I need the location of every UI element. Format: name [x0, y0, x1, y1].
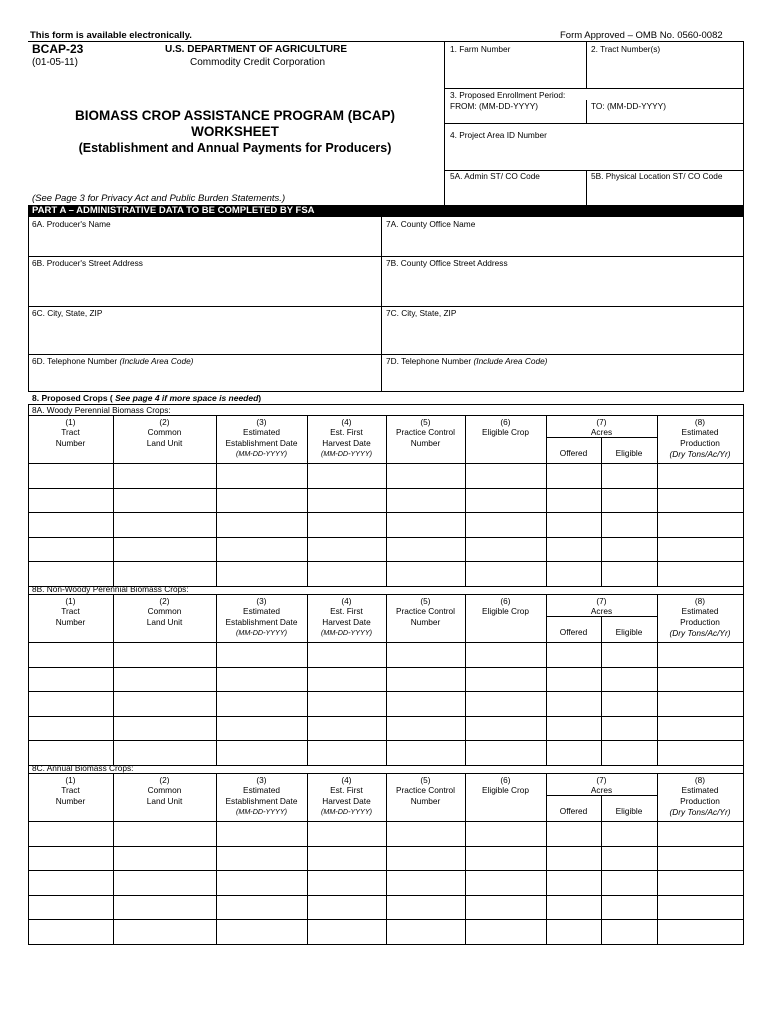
date-format-hint: (MM-DD-YYYY) — [235, 449, 288, 458]
acres-offered-header: Offered — [559, 627, 588, 637]
producer-street-field[interactable]: 6B. Producer's Street Address — [32, 258, 143, 268]
col-header-acres: (7) Acres — [590, 596, 613, 617]
col-header-first-harvest-date: (4) Est. First Harvest Date — [322, 417, 371, 448]
enrollment-from-field[interactable]: FROM: (MM-DD-YYYY) — [450, 101, 539, 111]
admin-st-co-field[interactable]: 5A. Admin ST/ CO Code — [450, 171, 540, 181]
sub-agency-name: Commodity Credit Corporation — [190, 57, 326, 68]
col-header-acres: (7) Acres — [590, 417, 613, 438]
date-format-hint: (MM-DD-YYYY) — [320, 628, 373, 637]
form-title: BIOMASS CROP ASSISTANCE PROGRAM (BCAP) — [74, 108, 396, 123]
woody-perennial-crops-label: 8A. Woody Perennial Biomass Crops: — [32, 405, 171, 415]
section-8-heading: 8. Proposed Crops ( See page 4 if more space is needed) — [32, 393, 262, 403]
col-header-common-land-unit: (2) Common Land Unit — [146, 596, 183, 627]
county-office-name-field[interactable]: 7A. County Office Name — [386, 219, 476, 229]
non-woody-perennial-crops-label: 8B. Non-Woody Perennial Biomass Crops: — [32, 584, 189, 594]
table-row[interactable] — [28, 740, 744, 741]
acres-eligible-header: Eligible — [615, 448, 643, 458]
table-row[interactable] — [28, 488, 744, 489]
col-header-acres: (7) Acres — [590, 775, 613, 796]
col-header-practice-control-number: (5) Practice Control Number — [395, 775, 456, 806]
table-row[interactable] — [28, 944, 744, 945]
table-row[interactable] — [28, 691, 744, 692]
acres-eligible-header: Eligible — [615, 627, 643, 637]
producer-phone-field[interactable]: 6D. Telephone Number (Include Area Code) — [32, 356, 194, 366]
col-header-tract-number: (1) Tract Number — [55, 775, 86, 806]
privacy-note: (See Page 3 for Privacy Act and Public Burden Statements.) — [32, 193, 286, 204]
col-header-common-land-unit: (2) Common Land Unit — [146, 775, 183, 806]
date-format-hint: (MM-DD-YYYY) — [320, 807, 373, 816]
enrollment-to-field[interactable]: TO: (MM-DD-YYYY) — [591, 101, 666, 111]
producer-name-field[interactable]: 6A. Producer's Name — [32, 219, 111, 229]
col-header-eligible-crop: (6) Eligible Crop — [481, 596, 530, 617]
producer-city-field[interactable]: 6C. City, State, ZIP — [32, 308, 103, 318]
col-header-tract-number: (1) Tract Number — [55, 596, 86, 627]
col-header-establishment-date: (3) Estimated Establishment Date — [225, 596, 298, 627]
col-header-establishment-date: (3) Estimated Establishment Date — [225, 775, 298, 806]
enrollment-period-label: 3. Proposed Enrollment Period: — [450, 90, 566, 100]
county-office-street-field[interactable]: 7B. County Office Street Address — [386, 258, 508, 268]
col-header-estimated-production: (8) Estimated Production — [680, 596, 720, 627]
omb-approval: Form Approved – OMB No. 0560-0082 — [560, 30, 723, 41]
col-header-common-land-unit: (2) Common Land Unit — [146, 417, 183, 448]
table-row[interactable] — [28, 895, 744, 896]
form-date: (01-05-11) — [32, 57, 78, 68]
col-header-estimated-production: (8) Estimated Production — [680, 417, 720, 448]
col-header-eligible-crop: (6) Eligible Crop — [481, 417, 530, 438]
date-format-hint: (MM-DD-YYYY) — [235, 628, 288, 637]
project-area-field[interactable]: 4. Project Area ID Number — [450, 130, 547, 140]
table-row[interactable] — [28, 512, 744, 513]
production-unit: (Dry Tons/Ac/Yr) — [669, 449, 731, 459]
table-row[interactable] — [28, 667, 744, 668]
table-row[interactable] — [28, 870, 744, 871]
physical-st-co-field[interactable]: 5B. Physical Location ST/ CO Code — [591, 171, 723, 181]
table-row[interactable] — [28, 561, 744, 562]
col-header-establishment-date: (3) Estimated Establishment Date — [225, 417, 298, 448]
col-header-practice-control-number: (5) Practice Control Number — [395, 596, 456, 627]
col-header-first-harvest-date: (4) Est. First Harvest Date — [322, 775, 371, 806]
table-row[interactable] — [28, 765, 744, 766]
date-format-hint: (MM-DD-YYYY) — [320, 449, 373, 458]
agency-name: U.S. DEPARTMENT OF AGRICULTURE — [165, 44, 348, 55]
top-rule — [28, 41, 744, 42]
table-row[interactable] — [28, 537, 744, 538]
county-office-phone-field[interactable]: 7D. Telephone Number (Include Area Code) — [386, 356, 548, 366]
form-subtitle: (Establishment and Annual Payments for Producers) — [78, 141, 392, 155]
production-unit: (Dry Tons/Ac/Yr) — [669, 807, 731, 817]
col-header-estimated-production: (8) Estimated Production — [680, 775, 720, 806]
annual-crops-label: 8C. Annual Biomass Crops: — [32, 763, 134, 773]
farm-number-field[interactable]: 1. Farm Number — [450, 44, 511, 54]
acres-eligible-header: Eligible — [615, 806, 643, 816]
table-row[interactable] — [28, 919, 744, 920]
col-header-eligible-crop: (6) Eligible Crop — [481, 775, 530, 796]
part-a-heading-bar — [28, 205, 744, 217]
table-row[interactable] — [28, 716, 744, 717]
availability-note: This form is available electronically. — [30, 30, 192, 41]
acres-offered-header: Offered — [559, 806, 588, 816]
production-unit: (Dry Tons/Ac/Yr) — [669, 628, 731, 638]
col-header-practice-control-number: (5) Practice Control Number — [395, 417, 456, 448]
date-format-hint: (MM-DD-YYYY) — [235, 807, 288, 816]
form-title-line2: WORKSHEET — [191, 124, 279, 139]
form-number: BCAP-23 — [32, 42, 84, 56]
tract-numbers-field[interactable]: 2. Tract Number(s) — [591, 44, 661, 54]
col-header-first-harvest-date: (4) Est. First Harvest Date — [322, 596, 371, 627]
table-row[interactable] — [28, 846, 744, 847]
part-a-heading: PART A – ADMINISTRATIVE DATA TO BE COMPLETED BY FSA — [32, 205, 315, 216]
county-office-city-field[interactable]: 7C. City, State, ZIP — [386, 308, 457, 318]
col-header-tract-number: (1) Tract Number — [55, 417, 86, 448]
acres-offered-header: Offered — [559, 448, 588, 458]
